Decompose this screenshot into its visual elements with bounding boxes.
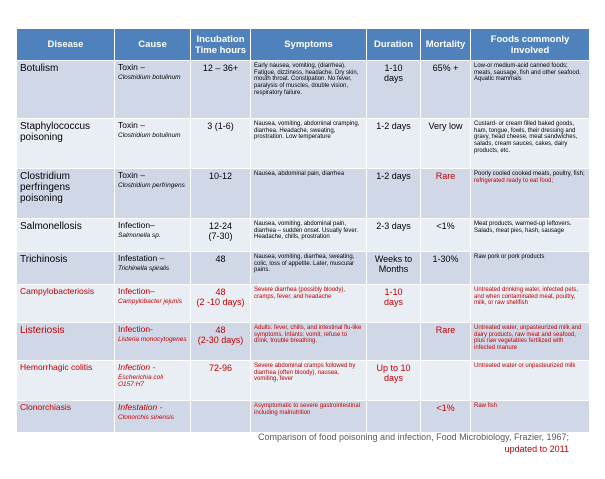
mortality-cell: Rare bbox=[421, 323, 471, 361]
symptoms-cell: Nausea, abdominal pain, diarrhea bbox=[251, 169, 367, 219]
symptoms-cell: Adults: fever, chills, and intestinal flu-like symptoms. Infants: vomit, refuse to drink, trouble breathing. bbox=[251, 323, 367, 361]
table-row bbox=[17, 61, 590, 119]
symptoms-cell: Nausea, vomiting, diarrhea, sweating, colic, loss of appetite. Later, muscular pains. bbox=[251, 252, 367, 285]
table-row bbox=[17, 361, 590, 401]
incubation-cell: 72-96 bbox=[191, 361, 251, 401]
incubation-cell: 3 (1-6) bbox=[191, 119, 251, 169]
cause-type: Toxin – bbox=[118, 120, 145, 130]
cause-type: Infection- bbox=[118, 324, 153, 334]
duration-cell: 1-10 days bbox=[367, 285, 421, 323]
table-row bbox=[17, 169, 590, 219]
cause-cell bbox=[115, 219, 191, 252]
disease-cell: Clonorchiasis bbox=[17, 401, 115, 433]
cause-agent: Listeria monocytogenes bbox=[118, 335, 187, 343]
mortality-cell: Rare bbox=[421, 169, 471, 219]
mortality-cell: <1% bbox=[421, 219, 471, 252]
header-symptoms: Symptoms bbox=[251, 29, 367, 61]
caption-update: updated to 2011 bbox=[504, 443, 569, 454]
cause-agent: Clostridium perfringens bbox=[118, 181, 185, 189]
foods-cell bbox=[471, 169, 590, 219]
foods-cell: Untreated drinking water, infected pets, and when contaminated meat, poultry, milk, or raw shellfish bbox=[471, 285, 590, 323]
disease-cell: Salmonellosis bbox=[17, 219, 115, 252]
duration-cell: 2-3 days bbox=[367, 219, 421, 252]
mortality-cell: 65% + bbox=[421, 61, 471, 119]
cause-cell bbox=[115, 285, 191, 323]
foods-cell: Untreated water or unpasteurized milk bbox=[471, 361, 590, 401]
disease-cell: Hemorrhagic colitis bbox=[17, 361, 115, 401]
table-row bbox=[17, 252, 590, 285]
header-cause: Cause bbox=[115, 29, 191, 61]
incubation-cell: 48 bbox=[191, 252, 251, 285]
table-row bbox=[17, 119, 590, 169]
cause-type: Toxin – bbox=[118, 62, 145, 72]
source-caption bbox=[209, 432, 569, 455]
header-incubation: Incubation Time hours bbox=[191, 29, 251, 61]
foods-cell: Custard- or cream filled baked goods, ham, tongue, fowls, their dressing and gravy, head cheese, meat sandwiches, salads, cream sauces, cakes, dairy products, etc. bbox=[471, 119, 590, 169]
cause-cell bbox=[115, 61, 191, 119]
foods-cell: Low-or medium-acid canned foods; meats, sausage, fish and other seafood. Aquatic mammals bbox=[471, 61, 590, 119]
incubation-cell: 48 (2-30 days) bbox=[191, 323, 251, 361]
cause-agent: Escherichia coli O157:H7 bbox=[118, 373, 164, 388]
cause-agent: Trichinella spiralis bbox=[118, 264, 170, 272]
cause-type: Infestation - bbox=[118, 402, 163, 412]
symptoms-cell: Nausea, vomiting, abdominal pain, diarrhea – sudden onset. Usually fever. Headache, chills, prostration bbox=[251, 219, 367, 252]
header-mortality: Mortality bbox=[421, 29, 471, 61]
cause-agent: Clostridium botulinum bbox=[118, 131, 181, 139]
duration-cell: 1-2 days bbox=[367, 169, 421, 219]
disease-cell: Listeriosis bbox=[17, 323, 115, 361]
cause-agent: Clostridium botulinum bbox=[118, 73, 181, 81]
header-row bbox=[17, 29, 590, 61]
mortality-cell: 1-30% bbox=[421, 252, 471, 285]
cause-cell bbox=[115, 401, 191, 433]
disease-cell: Trichinosis bbox=[17, 252, 115, 285]
table-row bbox=[17, 323, 590, 361]
cause-type: Infection– bbox=[118, 286, 155, 296]
disease-cell: Clostridium perfringens poisoning bbox=[17, 169, 115, 219]
disease-cell: Botulism bbox=[17, 61, 115, 119]
symptoms-cell: Severe abdominal cramps followed by diarrhea (often bloody), nausea, vomiting, fever bbox=[251, 361, 367, 401]
caption-source: Comparison of food poisoning and infection, Food Microbiology, Frazier, 1967; bbox=[257, 432, 569, 442]
cause-agent: Clonorchis sinensis bbox=[118, 413, 174, 421]
cause-cell bbox=[115, 323, 191, 361]
table-row bbox=[17, 285, 590, 323]
symptoms-cell: Early nausea, vomiting, (diarrhea). Fatigue, dizziness, headache. Dry skin, mouth throat. Constipation. No fever, paralysis of muscles, double vision, respiratory failure. bbox=[251, 61, 367, 119]
duration-cell: 1-10 days bbox=[367, 61, 421, 119]
duration-cell bbox=[367, 323, 421, 361]
cause-agent: Campylobacter jejunis bbox=[118, 297, 182, 305]
foods-update-text: refrigerated ready to eat food; bbox=[474, 177, 554, 184]
cause-type: Infection– bbox=[118, 220, 155, 230]
cause-cell bbox=[115, 169, 191, 219]
duration-cell: Up to 10 days bbox=[367, 361, 421, 401]
cause-type: Toxin – bbox=[118, 170, 145, 180]
symptoms-cell: Nausea, vomiting, abdominal cramping, diarrhea. Headache, sweating, prostration. Low temperature bbox=[251, 119, 367, 169]
header-disease: Disease bbox=[17, 29, 115, 61]
incubation-cell bbox=[191, 401, 251, 433]
cause-cell bbox=[115, 252, 191, 285]
mortality-cell: Very low bbox=[421, 119, 471, 169]
cause-type: Infestation – bbox=[118, 253, 165, 263]
header-foods: Foods commonly involved bbox=[471, 29, 590, 61]
foods-cell: Raw fish bbox=[471, 401, 590, 433]
cause-type: Infection - bbox=[118, 362, 156, 372]
food-poisoning-table bbox=[16, 28, 590, 433]
disease-cell: Staphylococcus poisoning bbox=[17, 119, 115, 169]
incubation-cell: 12-24 (7-30) bbox=[191, 219, 251, 252]
foods-cell: Meat products, warmed-up leftovers. Salads, meat pies, hash, sausage bbox=[471, 219, 590, 252]
incubation-cell: 10-12 bbox=[191, 169, 251, 219]
duration-cell bbox=[367, 401, 421, 433]
incubation-cell: 48 (2 -10 days) bbox=[191, 285, 251, 323]
mortality-cell: <1% bbox=[421, 401, 471, 433]
duration-cell: Weeks to Months bbox=[367, 252, 421, 285]
foods-cell: Untreated water, unpasteurized milk and dairy products, raw meat and seafood, plus raw vegetables fertilized with infected manure bbox=[471, 323, 590, 361]
disease-cell: Campylobacteriosis bbox=[17, 285, 115, 323]
foods-cell: Raw pork or pork products bbox=[471, 252, 590, 285]
cause-agent: Salmonella sp. bbox=[118, 231, 161, 239]
mortality-cell bbox=[421, 361, 471, 401]
duration-cell: 1-2 days bbox=[367, 119, 421, 169]
cause-cell bbox=[115, 119, 191, 169]
foods-text: Poorly cooled cooked meats, poultry, fish; bbox=[474, 171, 585, 177]
symptoms-cell: Severe diarrhea (possibly bloody), cramps, fever, and headache bbox=[251, 285, 367, 323]
cause-cell bbox=[115, 361, 191, 401]
table-row bbox=[17, 401, 590, 433]
table-row bbox=[17, 219, 590, 252]
mortality-cell bbox=[421, 285, 471, 323]
header-duration: Duration bbox=[367, 29, 421, 61]
symptoms-cell: Asymptomatic to severe gastrointestinal including malnutrition bbox=[251, 401, 367, 433]
incubation-cell: 12 – 36+ bbox=[191, 61, 251, 119]
